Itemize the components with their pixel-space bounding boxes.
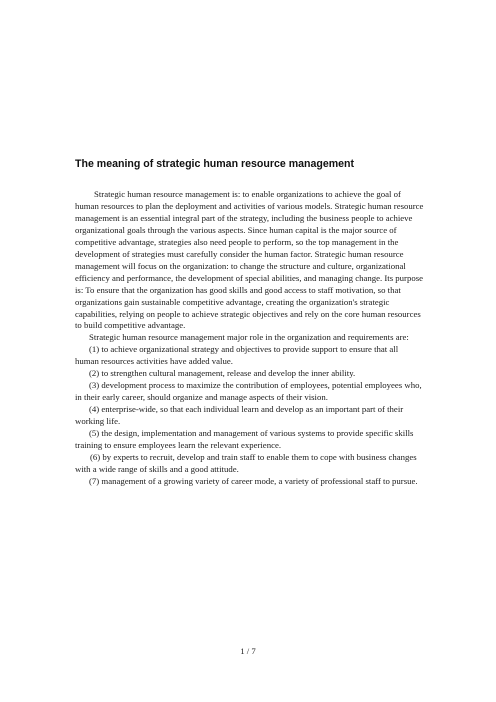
paragraph-definition: Strategic human resource management is: to enable organizations to achieve the goal of human resources to plan the deployment and activities of various models. Strategic human resource management is an essential integral part of the strategy, including the business people to achieve organizational goals through the various aspects. Since human capital is the major source of competitive advantage, strategies also need people to perform, so the top management in the development of strategies must carefully consider the human factor. Strategic human resource management will focus on the organization: to change the structure and culture, organizational efficiency and performance, the development of special abilities, and managing change. Its purpose is: To ensure that the organization has good skills and good access to staff motivation, so that organizations gain sustainable competitive advantage, creating the organization's strategic capabilities, relying on people to achieve strategic objectives and rely on the core human resources to build competitive advantage. — [75, 189, 424, 331]
document-body — [75, 189, 424, 488]
list-item: (6) by experts to recruit, develop and train staff to enable them to cope with business changes with a wide range of skills and a good attitude. — [75, 451, 417, 474]
list-item: (4) enterprise-wide, so that each individual learn and develop as an important part of their working life. — [75, 404, 404, 427]
list-item: (2) to strengthen cultural management, release and develop the inner ability. — [89, 368, 356, 379]
document-title: The meaning of strategic human resource management — [75, 158, 355, 170]
list-item: (7) management of a growing variety of career mode, a variety of professional staff to pursue. — [89, 475, 418, 486]
page-number: 1 / 7 — [240, 646, 256, 656]
list-item: (5) the design, implementation and management of various systems to provide specific skills training to ensure employees learn the relevant experience. — [75, 428, 414, 451]
list-item: (3) development process to maximize the contribution of employees, potential employees who, in their early career, should organize and manage aspects of their vision. — [75, 380, 422, 403]
paragraph-role-intro: Strategic human resource management major role in the organization and requirements are: — [89, 332, 409, 343]
list-item: (1) to achieve organizational strategy and objectives to provide support to ensure that all human resources activities have added value. — [75, 344, 399, 367]
